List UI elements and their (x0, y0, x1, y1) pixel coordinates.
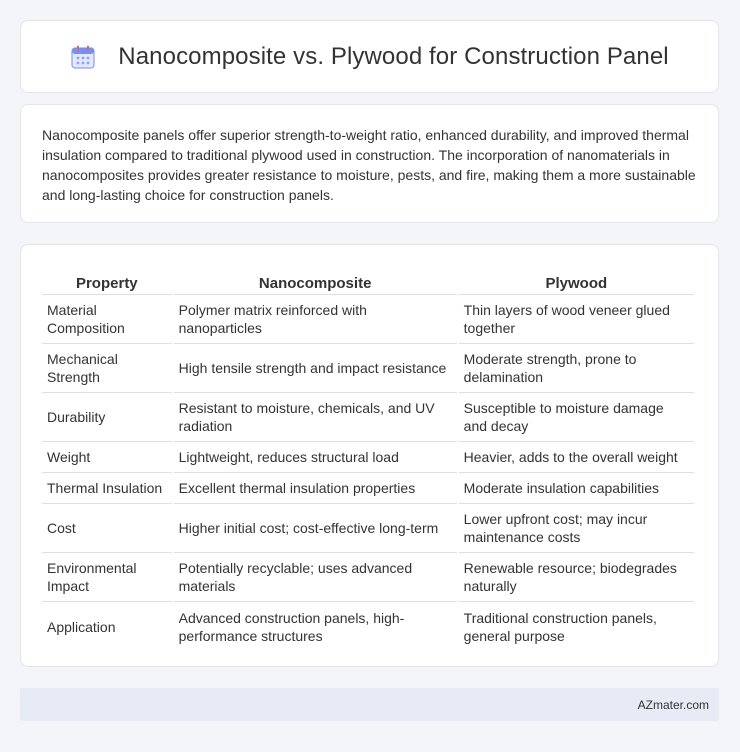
row-plywood: Moderate strength, prone to delamination (459, 344, 694, 393)
row-plywood: Traditional construction panels, general purpose (463, 609, 657, 644)
summary-text: Nanocomposite panels offer superior strength-to-weight ratio, enhanced durability, and improved thermal insulation compared to traditional plywood used in construction. The incorporation of nanomaterials in nanocomposites provides greater resistance to moisture, pests, and fire, making them a more sustainable and long-lasting choice for construction panels. (42, 127, 696, 203)
table-row (42, 393, 694, 442)
row-nanocomposite: Excellent thermal insulation properties (174, 473, 457, 504)
row-nanocomposite: High tensile strength and impact resistance (174, 344, 457, 393)
table-row (42, 504, 694, 553)
comparison-table-card (20, 244, 719, 667)
table-row (42, 553, 694, 602)
header-plywood: Plywood (459, 265, 694, 295)
table-row (42, 344, 694, 393)
page-title: Nanocomposite vs. Plywood for Construction Panel (118, 42, 669, 70)
row-property: Thermal Insulation (42, 473, 172, 504)
row-property: Durability (42, 393, 172, 442)
footer (20, 688, 719, 721)
calendar-icon (70, 44, 96, 70)
row-nanocomposite: Potentially recyclable; uses advanced materials (174, 553, 457, 602)
row-plywood: Heavier, adds to the overall weight (459, 442, 694, 473)
table-row (42, 473, 694, 504)
row-property: Application (47, 618, 116, 635)
row-nanocomposite: Lightweight, reduces structural load (174, 442, 457, 473)
summary-card (20, 104, 719, 223)
row-property: Material Composition (42, 295, 172, 344)
table-header-row (42, 265, 694, 295)
row-nanocomposite: Polymer matrix reinforced with nanoparticles (174, 295, 457, 344)
row-property: Mechanical Strength (42, 344, 172, 393)
row-plywood: Susceptible to moisture damage and decay (459, 393, 694, 442)
row-nanocomposite: Higher initial cost; cost-effective long-term (174, 504, 457, 553)
row-nanocomposite: Advanced construction panels, high-performance structures (178, 609, 405, 644)
header-nanocomposite: Nanocomposite (174, 265, 457, 295)
comparison-table (40, 265, 696, 651)
row-nanocomposite: Resistant to moisture, chemicals, and UV radiation (174, 393, 457, 442)
row-property: Cost (42, 504, 172, 553)
footer-brand[interactable]: AZmater.com (637, 697, 709, 712)
row-property: Weight (42, 442, 172, 473)
table-row (42, 442, 694, 473)
row-plywood: Renewable resource; biodegrades naturally (459, 553, 694, 602)
row-plywood: Moderate insulation capabilities (459, 473, 694, 504)
header-property: Property (42, 265, 172, 295)
table-row (42, 295, 694, 344)
table-row (42, 602, 694, 651)
row-plywood: Thin layers of wood veneer glued together (459, 295, 694, 344)
row-plywood: Lower upfront cost; may incur maintenance costs (459, 504, 694, 553)
row-property: Environmental Impact (42, 553, 172, 602)
title-card (20, 20, 719, 93)
